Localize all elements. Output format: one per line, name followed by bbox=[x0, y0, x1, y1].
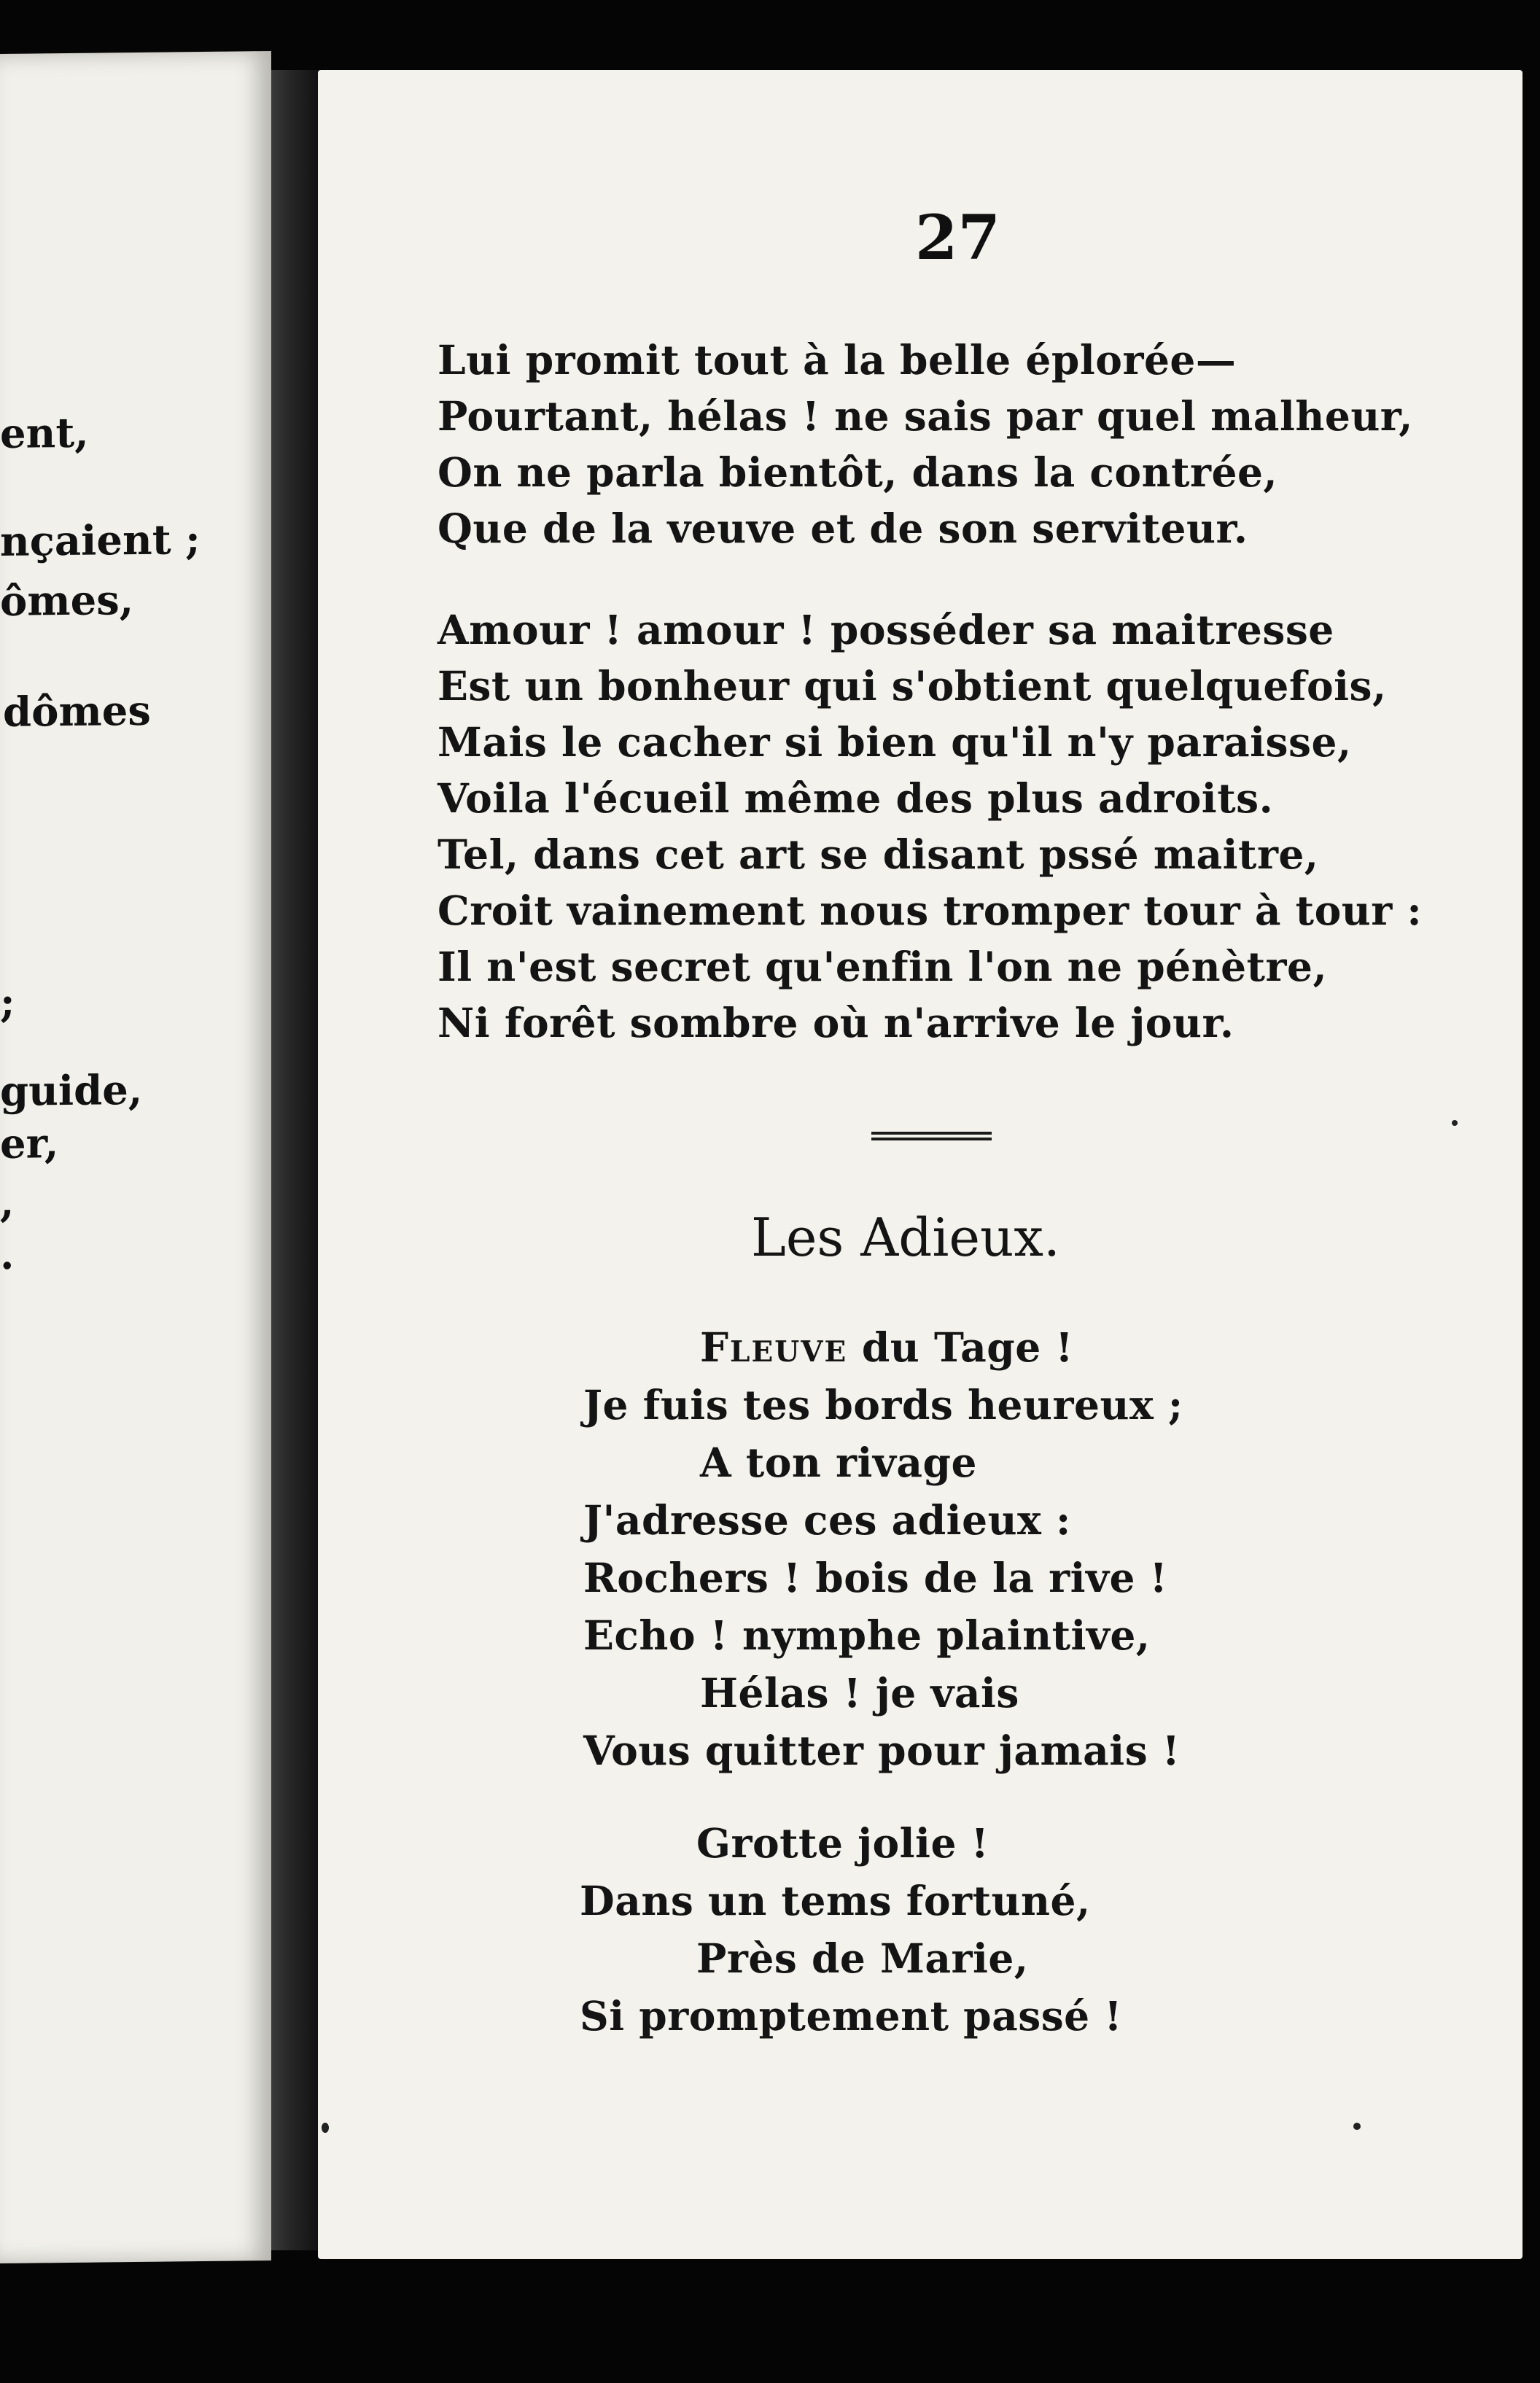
paper-speck bbox=[322, 2123, 329, 2133]
verse-line: Si promptement passé ! bbox=[580, 1992, 1122, 2040]
left-page-text-fragment: ent, bbox=[0, 408, 89, 458]
verse-line: Echo ! nymphe plaintive, bbox=[583, 1612, 1151, 1659]
adieux-stanza-2 bbox=[580, 1814, 1122, 2045]
verse-line: Amour ! amour ! posséder sa maitresse bbox=[438, 606, 1334, 653]
verse-line: Tel, dans cet art se disant pssé maitre, bbox=[438, 831, 1319, 878]
verse-line: Hélas ! je vais bbox=[700, 1669, 1019, 1717]
verse-line: On ne parla bientôt, dans la contrée, bbox=[438, 448, 1278, 496]
left-page-text-fragment: . bbox=[0, 1230, 15, 1279]
verse-line: Croit vainement nous tromper tour à tour : bbox=[438, 887, 1423, 934]
stanza-2 bbox=[438, 602, 1422, 1051]
verse-line: Pourtant, hélas ! ne sais par quel malheur, bbox=[438, 392, 1413, 440]
verse-line: Ni forêt sombre où n'arrive le jour. bbox=[438, 999, 1234, 1046]
verse-line: Vous quitter pour jamais ! bbox=[583, 1727, 1181, 1774]
verse-line: A ton rivage bbox=[700, 1439, 977, 1486]
verse-line: Il n'est secret qu'enfin l'on ne pénètre, bbox=[438, 943, 1328, 990]
left-page-text-fragment: ômes, bbox=[0, 576, 134, 626]
section-divider-rule bbox=[871, 1132, 992, 1143]
page-number: 27 bbox=[915, 201, 1000, 273]
song-title: Les Adieux. bbox=[751, 1207, 1060, 1268]
verse-line: J'adresse ces adieux : bbox=[583, 1496, 1071, 1544]
adieux-stanza-1 bbox=[583, 1318, 1183, 1779]
verse-line: Est un bonheur qui s'obtient quelquefois, bbox=[438, 662, 1387, 710]
book-spine-gutter bbox=[271, 70, 319, 2250]
left-page-text-fragment: , bbox=[0, 1178, 15, 1227]
verse-line: Voila l'écueil même des plus adroits. bbox=[438, 774, 1274, 822]
left-page-text-fragment: guide, bbox=[0, 1065, 143, 1116]
verse-line: Que de la veuve et de son serviteur. bbox=[438, 505, 1248, 552]
left-page-text-fragment: dômes bbox=[3, 686, 151, 736]
left-page-text-fragment: nçaient ; bbox=[0, 516, 201, 566]
left-page bbox=[0, 51, 271, 2263]
left-page-text-fragment: ; bbox=[0, 978, 15, 1027]
verse-line: Grotte jolie ! bbox=[696, 1819, 989, 1867]
verse-line bbox=[583, 1318, 1183, 1376]
paper-speck bbox=[1452, 1120, 1458, 1126]
stanza-1 bbox=[438, 332, 1413, 556]
verse-line: Près de Marie, bbox=[696, 1935, 1029, 1982]
verse-line: Rochers ! bois de la rive ! bbox=[583, 1554, 1168, 1601]
verse-line-rest: du Tage ! bbox=[847, 1323, 1073, 1371]
verse-line: Dans un tems fortuné, bbox=[580, 1877, 1091, 1924]
verse-line: Mais le cacher si bien qu'il n'y paraisse, bbox=[438, 718, 1352, 766]
verse-line: Je fuis tes bords heureux ; bbox=[583, 1381, 1183, 1428]
verse-line: Lui promit tout à la belle éplorée— bbox=[438, 336, 1237, 384]
left-page-text-fragment: er, bbox=[0, 1119, 59, 1168]
paper-speck bbox=[1353, 2123, 1361, 2130]
verse-first-word: Fleuve bbox=[700, 1323, 848, 1371]
